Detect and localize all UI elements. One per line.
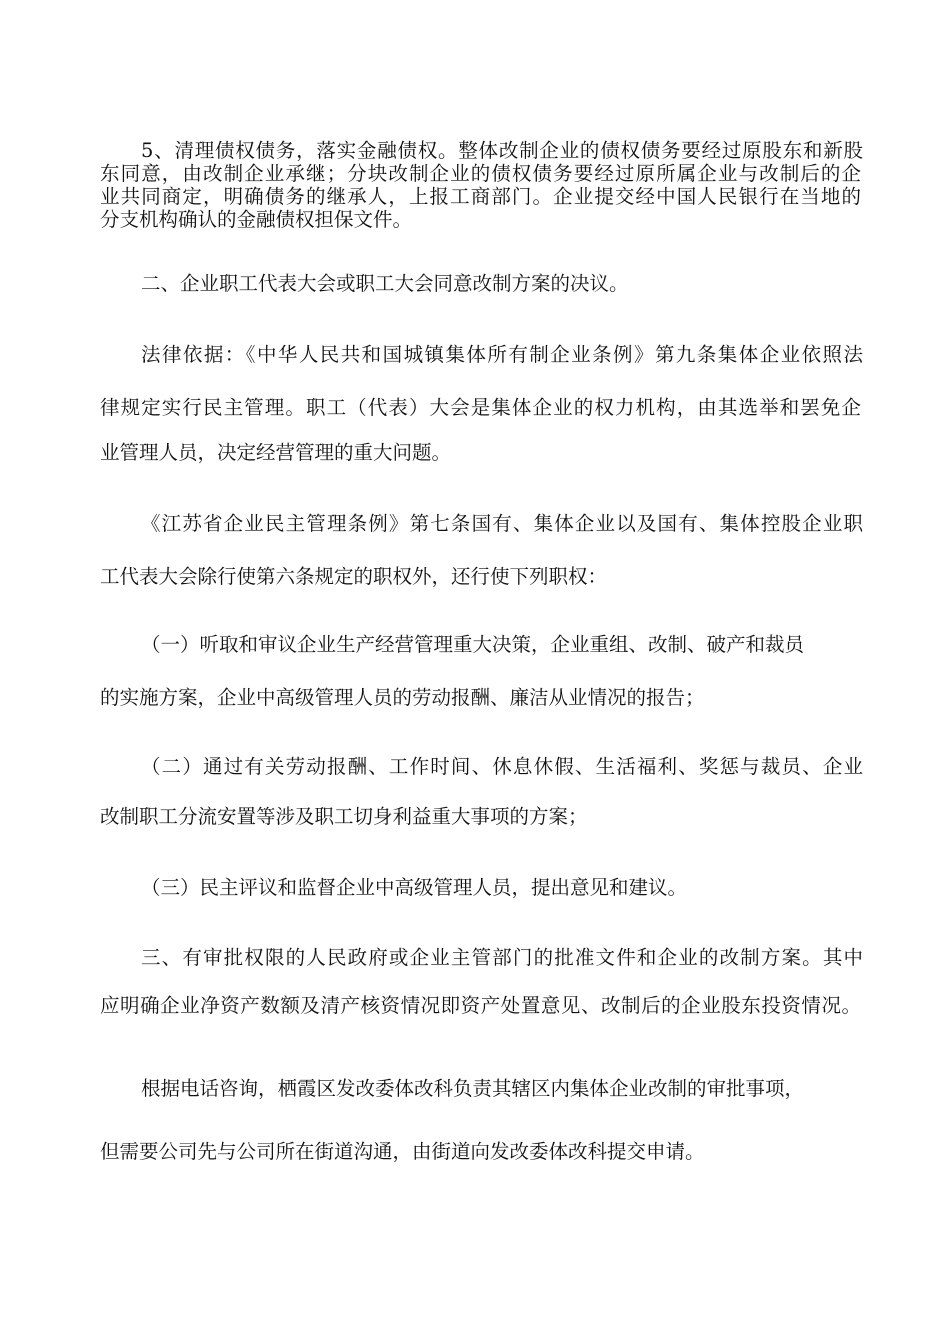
text-line: 业共同商定，明确债务的继承人，上报工商部门。企业提交经中国人民银行在当地的	[100, 185, 861, 208]
text-line: 5、清理债权债务，落实金融债权。整体改制企业的债权债务要经过原股东和新股	[141, 139, 863, 162]
text-line: 工代表大会除行使第六条规定的职权外，还行使下列职权：	[100, 565, 608, 588]
text-line: （三）民主评议和监督企业中高级管理人员，提出意见和建议。	[141, 876, 688, 899]
text-line: 律规定实行民主管理。职工（代表）大会是集体企业的权力机构，由其选举和罢免企	[100, 396, 861, 419]
text-line: 应明确企业净资产数额及清产核资情况即资产处置意见、改制后的企业股东投资情况。	[100, 994, 861, 1017]
text-line: 的实施方案，企业中高级管理人员的劳动报酬、廉洁从业情况的报告；	[100, 686, 705, 709]
text-line: 法律依据：《中华人民共和国城镇集体所有制企业条例》第九条集体企业依照法	[141, 343, 863, 366]
text-line: 业管理人员，决定经营管理的重大问题。	[100, 441, 452, 464]
text-line: 根据电话咨询，栖霞区发改委体改科负责其辖区内集体企业改制的审批事项，	[141, 1077, 805, 1100]
text-line: 二、企业职工代表大会或职工大会同意改制方案的决议。	[141, 272, 629, 295]
text-line: 分支机构确认的金融债权担保文件。	[100, 208, 413, 231]
text-line: （二）通过有关劳动报酬、工作时间、休息休假、生活福利、奖惩与裁员、企业	[141, 755, 863, 778]
text-line: 但需要公司先与公司所在街道沟通，由街道向发改委体改科提交申请。	[100, 1140, 705, 1163]
text-line: 改制职工分流安置等涉及职工切身利益重大事项的方案；	[100, 805, 588, 828]
text-line: （一）听取和审议企业生产经营管理重大决策，企业重组、改制、破产和裁员	[141, 633, 805, 656]
text-line: 《江苏省企业民主管理条例》第七条国有、集体企业以及国有、集体控股企业职	[141, 512, 863, 535]
text-line: 三、有审批权限的人民政府或企业主管部门的批准文件和企业的改制方案。其中	[141, 946, 863, 969]
text-line: 东同意，由改制企业承继；分块改制企业的债权债务要经过原所属企业与改制后的企	[100, 162, 861, 185]
